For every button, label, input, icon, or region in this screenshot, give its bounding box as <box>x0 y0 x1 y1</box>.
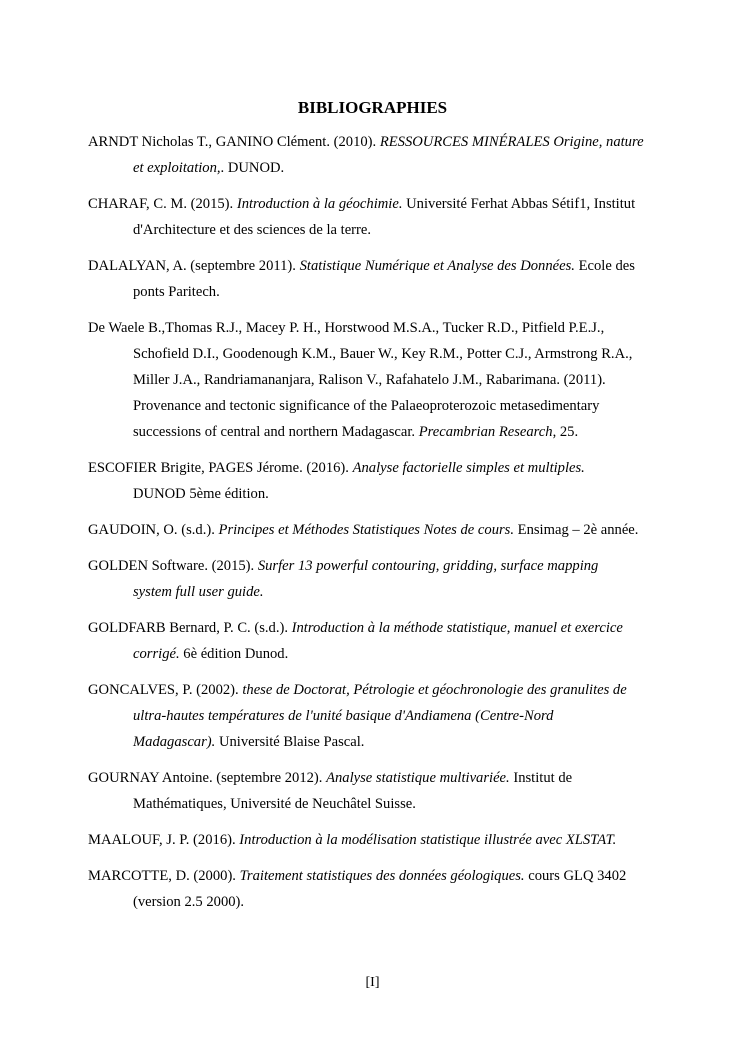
entry-text: ARNDT Nicholas T., GANINO Clément. (2010). <box>88 134 380 150</box>
entry-title-text: corrigé. <box>133 646 180 662</box>
entry-line <box>88 579 668 605</box>
entry-line <box>88 889 668 915</box>
entry-text: Ensimag – 2è année. <box>514 522 639 538</box>
entry-line <box>88 341 668 367</box>
entry-title-text: Precambrian Research <box>418 424 553 440</box>
page-number: [I] <box>365 975 380 990</box>
entry-line <box>88 615 668 641</box>
bibliography-entry <box>88 517 668 543</box>
entry-line <box>88 827 668 853</box>
entry-line <box>88 641 668 667</box>
entry-line <box>88 419 668 445</box>
entry-text: Schofield D.I., Goodenough K.M., Bauer W., Key R.M., Potter C.J., Armstrong R.A., <box>133 346 633 362</box>
bibliography-entry <box>88 253 668 305</box>
entry-text: ponts Paritech. <box>133 284 220 300</box>
entry-text: 6è édition Dunod. <box>179 646 289 662</box>
entry-line <box>88 553 668 579</box>
entry-line <box>88 455 668 481</box>
entry-line <box>88 191 668 217</box>
entry-title-text: Principes et Méthodes Statistiques Notes de cours. <box>218 522 515 538</box>
entry-line <box>88 217 668 243</box>
entry-line <box>88 393 668 419</box>
bibliography-entry <box>88 455 668 507</box>
entry-title-text: these de Doctorat, Pétrologie et géochronologie des granulites de <box>242 682 627 698</box>
entry-title-text: Analyse statistique multivariée. <box>326 770 510 786</box>
entry-line <box>88 703 668 729</box>
entry-text: GAUDOIN, O. (s.d.). <box>88 522 219 538</box>
entry-line <box>88 863 668 889</box>
entry-line <box>88 155 668 181</box>
bibliography-entry <box>88 677 668 755</box>
entry-text: Université Blaise Pascal. <box>215 734 365 750</box>
entry-text: DALALYAN, A. (septembre 2011). <box>88 258 300 274</box>
bibliography-entry <box>88 315 668 445</box>
entry-text: . DUNOD. <box>220 160 285 176</box>
entry-line <box>88 517 668 543</box>
entry-text: successions of central and northern Madagascar. <box>133 424 419 440</box>
entry-text: De Waele B.,Thomas R.J., Macey P. H., Horstwood M.S.A., Tucker R.D., Pitfield P.E.J., <box>88 320 605 336</box>
entry-text: GOURNAY Antoine. (septembre 2012). <box>88 770 327 786</box>
entry-text: GONCALVES, P. (2002). <box>88 682 243 698</box>
entry-title-text: Analyse factorielle simples et multiples. <box>352 460 585 476</box>
entry-title-text: Madagascar). <box>133 734 216 750</box>
bibliography-entry <box>88 615 668 667</box>
entry-text: Miller J.A., Randriamananjara, Ralison V., Rafahatelo J.M., Rabarimana. (2011). <box>133 372 606 388</box>
bibliography-entry <box>88 553 668 605</box>
entry-title-text: ultra-hautes températures de l'unité basique d'Andiamena (Centre-Nord <box>133 708 554 724</box>
entry-text: (version 2.5 2000). <box>133 894 245 910</box>
entry-text: CHARAF, C. M. (2015). <box>88 196 237 212</box>
entry-text: Provenance and tectonic significance of the Palaeoproterozoic metasedimentary <box>133 398 600 414</box>
entry-title-text: Traitement statistiques des données géologiques. <box>239 868 525 884</box>
entry-title-text: Introduction à la géochimie. <box>236 196 403 212</box>
entry-title-text: RESSOURCES MINÉRALES Origine, nature <box>379 134 644 150</box>
entry-title-text: Introduction à la méthode statistique, manuel et exercice <box>291 620 623 636</box>
entry-title-text: Statistique Numérique et Analyse des Données. <box>299 258 575 274</box>
entry-title-text: Surfer 13 powerful contouring, gridding, surface mapping <box>257 558 599 574</box>
bibliography-list <box>88 129 668 925</box>
entry-title-text: et exploitation, <box>133 160 221 176</box>
bibliography-entry <box>88 765 668 817</box>
entry-text: MARCOTTE, D. (2000). <box>88 868 240 884</box>
entry-text: GOLDEN Software. (2015). <box>88 558 258 574</box>
entry-line <box>88 677 668 703</box>
entry-line <box>88 765 668 791</box>
entry-line <box>88 129 668 155</box>
entry-line <box>88 729 668 755</box>
page-title: BIBLIOGRAPHIES <box>297 98 448 117</box>
entry-text: Mathématiques, Université de Neuchâtel Suisse. <box>133 796 416 812</box>
entry-text: Ecole des <box>574 258 635 274</box>
entry-line <box>88 279 668 305</box>
entry-line <box>88 315 668 341</box>
entry-line <box>88 253 668 279</box>
bibliography-entry <box>88 863 668 915</box>
bibliography-entry <box>88 827 668 853</box>
entry-text: DUNOD 5ème édition. <box>133 486 269 502</box>
entry-line <box>88 791 668 817</box>
bibliography-entry <box>88 129 668 181</box>
entry-text: Université Ferhat Abbas Sétif1, Institut <box>402 196 636 212</box>
entry-line <box>88 367 668 393</box>
entry-title-text: Introduction à la modélisation statistique illustrée avec XLSTAT. <box>239 832 617 848</box>
entry-text: , 25. <box>552 424 579 440</box>
entry-text: ESCOFIER Brigite, PAGES Jérome. (2016). <box>88 460 353 476</box>
entry-text: Institut de <box>509 770 573 786</box>
entry-title-text: system full user guide. <box>133 584 264 600</box>
bibliography-entry <box>88 191 668 243</box>
entry-text: cours GLQ 3402 <box>524 868 627 884</box>
entry-text: MAALOUF, J. P. (2016). <box>88 832 240 848</box>
entry-text: GOLDFARB Bernard, P. C. (s.d.). <box>88 620 292 636</box>
entry-line <box>88 481 668 507</box>
entry-text: d'Architecture et des sciences de la terre. <box>133 222 372 238</box>
